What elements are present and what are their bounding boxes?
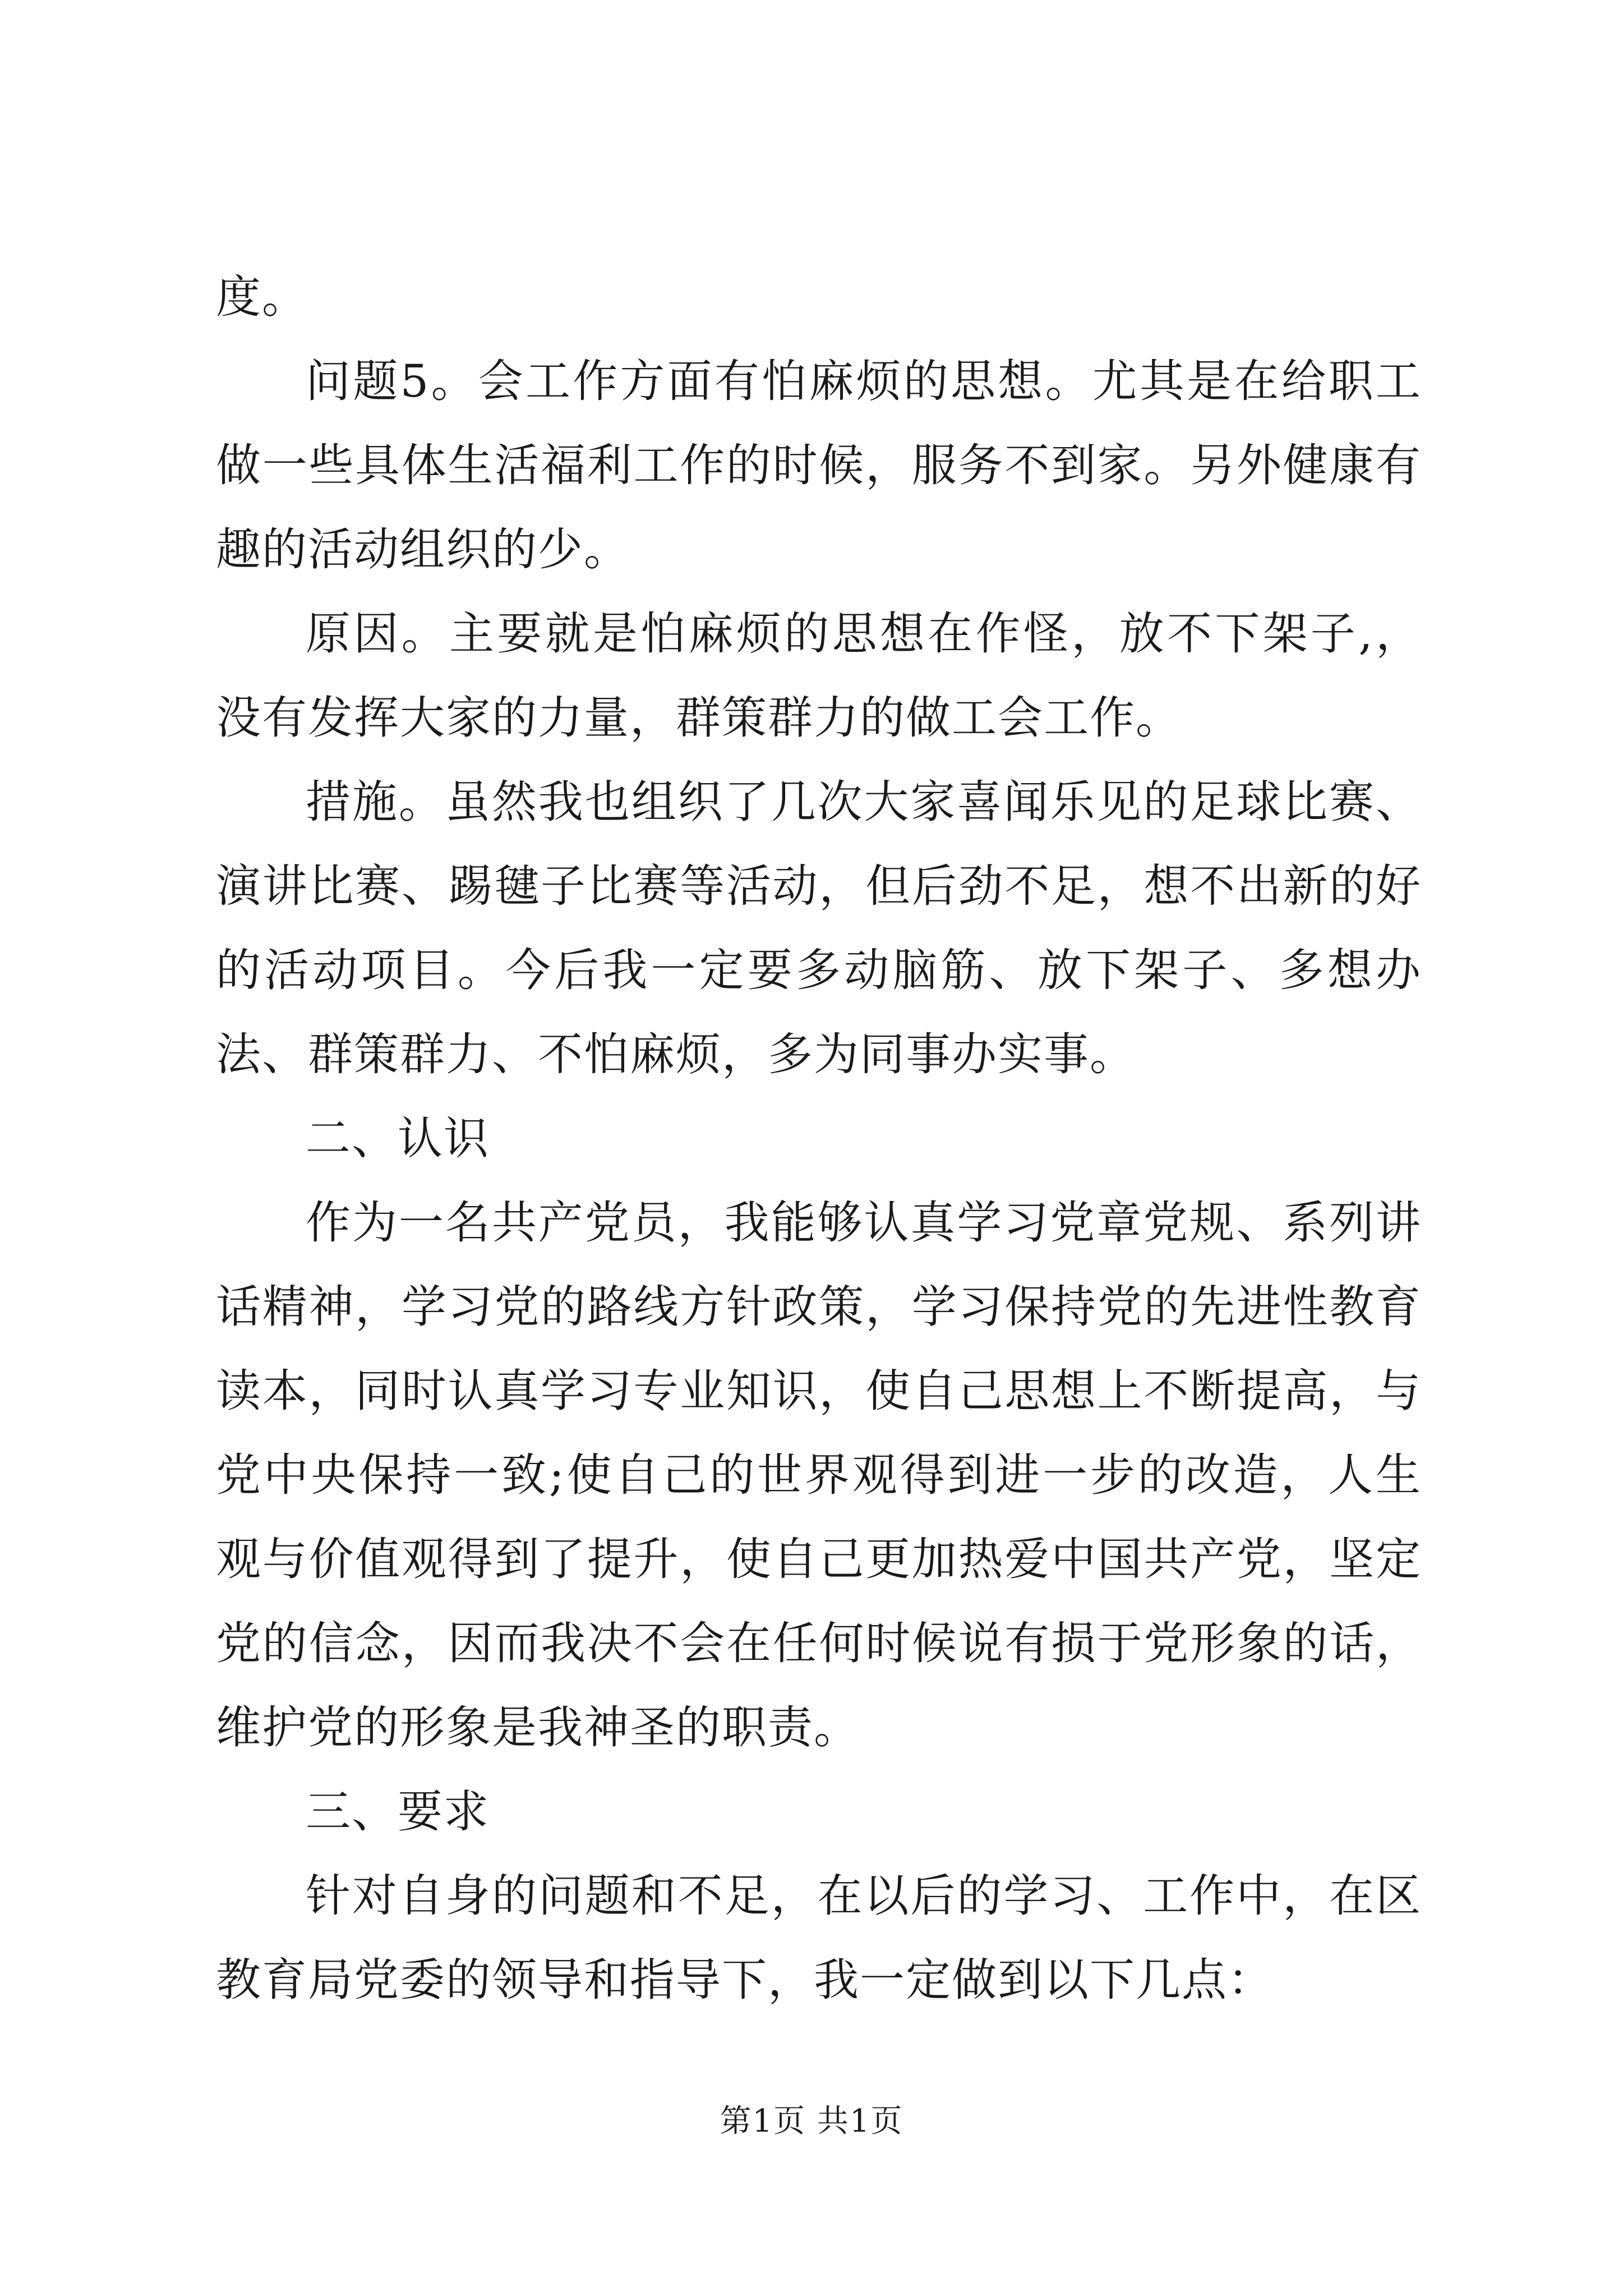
document-body	[216, 255, 1422, 2022]
paragraph-problem-5: 问题5。会工作方面有怕麻烦的思想。尤其是在给职工做一些具体生活福利工作的时候，服务不到家。另外健康有趣的活动组织的少。	[216, 355, 1422, 576]
paragraph-requirements: 针对自身的问题和不足，在以后的学习、工作中，在区教育局党委的领导和指导下，我一定做到以下几点：	[216, 1870, 1422, 2006]
section-heading-requirements: 三、要求	[306, 1786, 490, 1838]
section-heading-understanding: 二、认识	[306, 1112, 490, 1165]
paragraph-continuation: 度。	[216, 271, 308, 323]
paragraph-understanding: 作为一名共产党员，我能够认真学习党章党规、系列讲话精神，学习党的路线方针政策，学习保持党的先进性教育读本，同时认真学习专业知识，使自己思想上不断提高，与党中央保持一致;使自己的世界观得到进一步的改造，人生观与价值观得到了提升，使自己更加热爱中国共产党，坚定党的信念，因而我决不会在任何时候说有损于党形象的话，维护党的形象是我神圣的职责。	[216, 1197, 1422, 1754]
paragraph-cause: 原因。主要就是怕麻烦的思想在作怪，放不下架子,，没有发挥大家的力量，群策群力的做工会工作。	[216, 608, 1422, 744]
paragraph-measures: 措施。虽然我也组织了几次大家喜闻乐见的足球比赛、演讲比赛、踢毽子比赛等活动，但后劲不足，想不出新的好的活动项目。今后我一定要多动脑筋、放下架子、多想办法、群策群力、不怕麻烦，多为同事办实事。	[216, 776, 1422, 1080]
page-footer: 第1页 共1页	[720, 2103, 903, 2139]
